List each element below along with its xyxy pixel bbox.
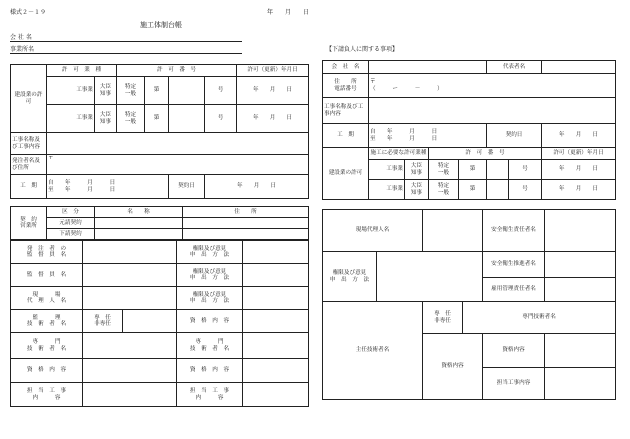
r-rep-label: 代表者名 <box>487 61 542 74</box>
r-qualification-right: 資格内容 <box>483 334 545 368</box>
r-go-1: 号 <box>509 160 542 180</box>
contract-col-name: 名 称 <box>95 207 183 218</box>
r-to: 至 <box>370 135 376 142</box>
authority-label-3: 権限及び意見 申 出 方 法 <box>177 287 243 310</box>
license-ymd-2: 年 月 日 <box>237 105 309 133</box>
period-range <box>47 175 169 199</box>
supervisor-label: 監 督 員 名 <box>11 264 83 287</box>
r-chief-engineer-label: 主任技術者名 <box>323 302 423 400</box>
r-qualification-left: 資格内容 <box>423 334 483 400</box>
minister-governor-2 <box>95 105 117 133</box>
license-biz-1: 工事業 <box>47 77 95 105</box>
contract-col-address: 住 所 <box>183 207 309 218</box>
r-phone: （ ー － ） <box>370 85 443 92</box>
chief-engineer-label: 監 理 技 術 者 名 <box>11 310 83 333</box>
r-site-agent-label: 現場代理人名 <box>323 210 423 252</box>
special-text: 特定 <box>437 183 450 190</box>
dedicated-text: 専 任 <box>434 311 451 318</box>
r-license-date: 許可（更新）年月日 <box>542 148 616 160</box>
contract-sub: 下請契約 <box>47 229 95 240</box>
special-text: 特定 <box>124 84 137 91</box>
r-dai-1: 第 <box>459 160 487 180</box>
license-row-label: 建設業の許可 <box>11 65 47 133</box>
r-lic-ymd-2: 年 月 日 <box>542 180 616 200</box>
work-left-label: 担 当 工 事 内 容 <box>11 383 83 407</box>
license-col-type: 許 可 業 種 <box>47 65 117 77</box>
r-period-label: 工 期 <box>323 124 369 148</box>
special-general-2 <box>117 105 145 133</box>
go-1: 号 <box>205 77 237 105</box>
specialist-right-label: 専 門 技 術 者 名 <box>177 333 243 359</box>
license-col-date: 許可（更新）年月日 <box>237 65 309 77</box>
r-safety-manager-label: 安全衛生責任者名 <box>483 210 545 252</box>
r-employment-manager-label: 雇用管理責任者名 <box>483 278 545 302</box>
governor-text: 知事 <box>99 118 112 125</box>
r-safety-promoter-label: 安全衛生推進者名 <box>483 252 545 278</box>
r-license-number: 許 可 番 号 <box>429 148 542 160</box>
project-name-label: 工事名称及び工事内容 <box>11 133 47 155</box>
minister-text: 大臣 <box>410 163 423 170</box>
r-work-label: 担当工事内容 <box>483 368 545 400</box>
r-dedicated-choice <box>423 302 463 334</box>
r-special-general-2 <box>429 180 459 200</box>
client-postal: 〒 <box>47 155 309 175</box>
form-number: 様式２－１９ <box>10 9 47 16</box>
r-minister-governor-2 <box>405 180 429 200</box>
r-special-general-1 <box>429 160 459 180</box>
specialist-left-label: 専 門 技 術 者 名 <box>11 333 83 359</box>
r-project-label: 工事名称及び工事内容 <box>323 98 369 124</box>
non-dedicated-text: 非専任 <box>434 317 451 324</box>
r-contract-date-label: 契約日 <box>487 124 542 148</box>
r-from: 自 <box>370 129 376 136</box>
r-contract-ymd: 年 月 日 <box>542 124 616 148</box>
governor-text: 知事 <box>410 169 423 176</box>
qualification-right-label: 資 格 内 容 <box>177 359 243 383</box>
office-label: 事業所名 <box>10 46 35 53</box>
r-postal: 〒 <box>370 79 376 86</box>
period-from-ymd: 年 月 日 <box>64 180 116 187</box>
period-to-ymd: 年 月 日 <box>64 186 116 193</box>
general-text: 一般 <box>437 189 450 196</box>
contract-col-kubun: 区 分 <box>47 207 95 218</box>
r-license-row-label: 建設業の許可 <box>323 148 369 200</box>
license-col-number: 許 可 番 号 <box>117 65 237 77</box>
contract-date-label: 契約日 <box>169 175 205 199</box>
r-address-label: 住 所 電話番号 <box>323 74 369 98</box>
r-period-range <box>369 124 487 148</box>
r-to-ymd: 年 月 日 <box>386 135 438 142</box>
contract-prime: 元請契約 <box>47 218 95 229</box>
minister-governor-1 <box>95 77 117 105</box>
qualification-left-label: 資 格 内 容 <box>11 359 83 383</box>
period-from: 自 <box>48 180 54 187</box>
dai-2: 第 <box>145 105 169 133</box>
client-label: 発注者名及び住所 <box>11 155 47 175</box>
r-company-label: 会 社 名 <box>323 61 369 74</box>
subcontractor-section-title: 【下請負人に関する事項】 <box>326 46 399 53</box>
minister-text: 大臣 <box>99 84 112 91</box>
r-address-value <box>369 74 616 98</box>
company-label: 会 社 名 <box>10 34 32 41</box>
right-top-table <box>322 60 616 200</box>
authority-label-1: 権限及び意見 申 出 方 法 <box>177 241 243 264</box>
general-text: 一般 <box>437 169 450 176</box>
period-label: 工 期 <box>11 175 47 199</box>
r-dai-2: 第 <box>459 180 487 200</box>
special-general-1 <box>117 77 145 105</box>
governor-text: 知事 <box>99 90 112 97</box>
left-license-table <box>10 64 309 199</box>
left-staff-table <box>10 240 309 407</box>
r-specialist-label: 専門技術者名 <box>463 302 616 334</box>
r-from-ymd: 年 月 日 <box>386 129 438 136</box>
right-staff-table <box>322 209 616 400</box>
r-minister-governor-1 <box>405 160 429 180</box>
minister-text: 大臣 <box>99 112 112 119</box>
office-underline <box>10 53 242 54</box>
page-title: 施工体制台帳 <box>140 21 182 29</box>
r-go-2: 号 <box>509 180 542 200</box>
non-dedicated-text: 非専任 <box>94 321 111 327</box>
qualification-label: 資 格 内 容 <box>177 310 243 333</box>
company-underline <box>10 41 242 42</box>
governor-text: 知事 <box>410 189 423 196</box>
dedicated-text: 専 任 <box>94 314 111 321</box>
client-supervisor-label: 発 注 者 の 監 督 員 名 <box>11 241 83 264</box>
go-2: 号 <box>205 105 237 133</box>
site-agent-label: 現 場 代 理 人 名 <box>11 287 83 310</box>
dedicated-choice <box>83 310 123 333</box>
header-date: 年 月 日 <box>267 9 310 16</box>
work-right-label: 担 当 工 事 内 容 <box>177 383 243 407</box>
dai-1: 第 <box>145 77 169 105</box>
period-to: 至 <box>48 186 54 193</box>
r-biz-2: 工事業 <box>369 180 405 200</box>
contract-date-value: 年 月 日 <box>205 175 309 199</box>
special-text: 特定 <box>437 163 450 170</box>
r-license-type: 施工に必要な許可業種 <box>369 148 429 160</box>
license-biz-2: 工事業 <box>47 105 95 133</box>
r-lic-ymd-1: 年 月 日 <box>542 160 616 180</box>
authority-label-2: 権限及び意見 申 出 方 法 <box>177 264 243 287</box>
special-text: 特定 <box>124 112 137 119</box>
general-text: 一般 <box>124 90 137 97</box>
minister-text: 大臣 <box>410 183 423 190</box>
r-biz-1: 工事業 <box>369 160 405 180</box>
license-ymd-1: 年 月 日 <box>237 77 309 105</box>
general-text: 一般 <box>124 118 137 125</box>
contract-office-label: 契 約 営業所 <box>11 207 47 240</box>
contract-office-table <box>10 206 309 240</box>
r-authority-label: 権限及び意見 申 出 方 法 <box>323 252 377 302</box>
